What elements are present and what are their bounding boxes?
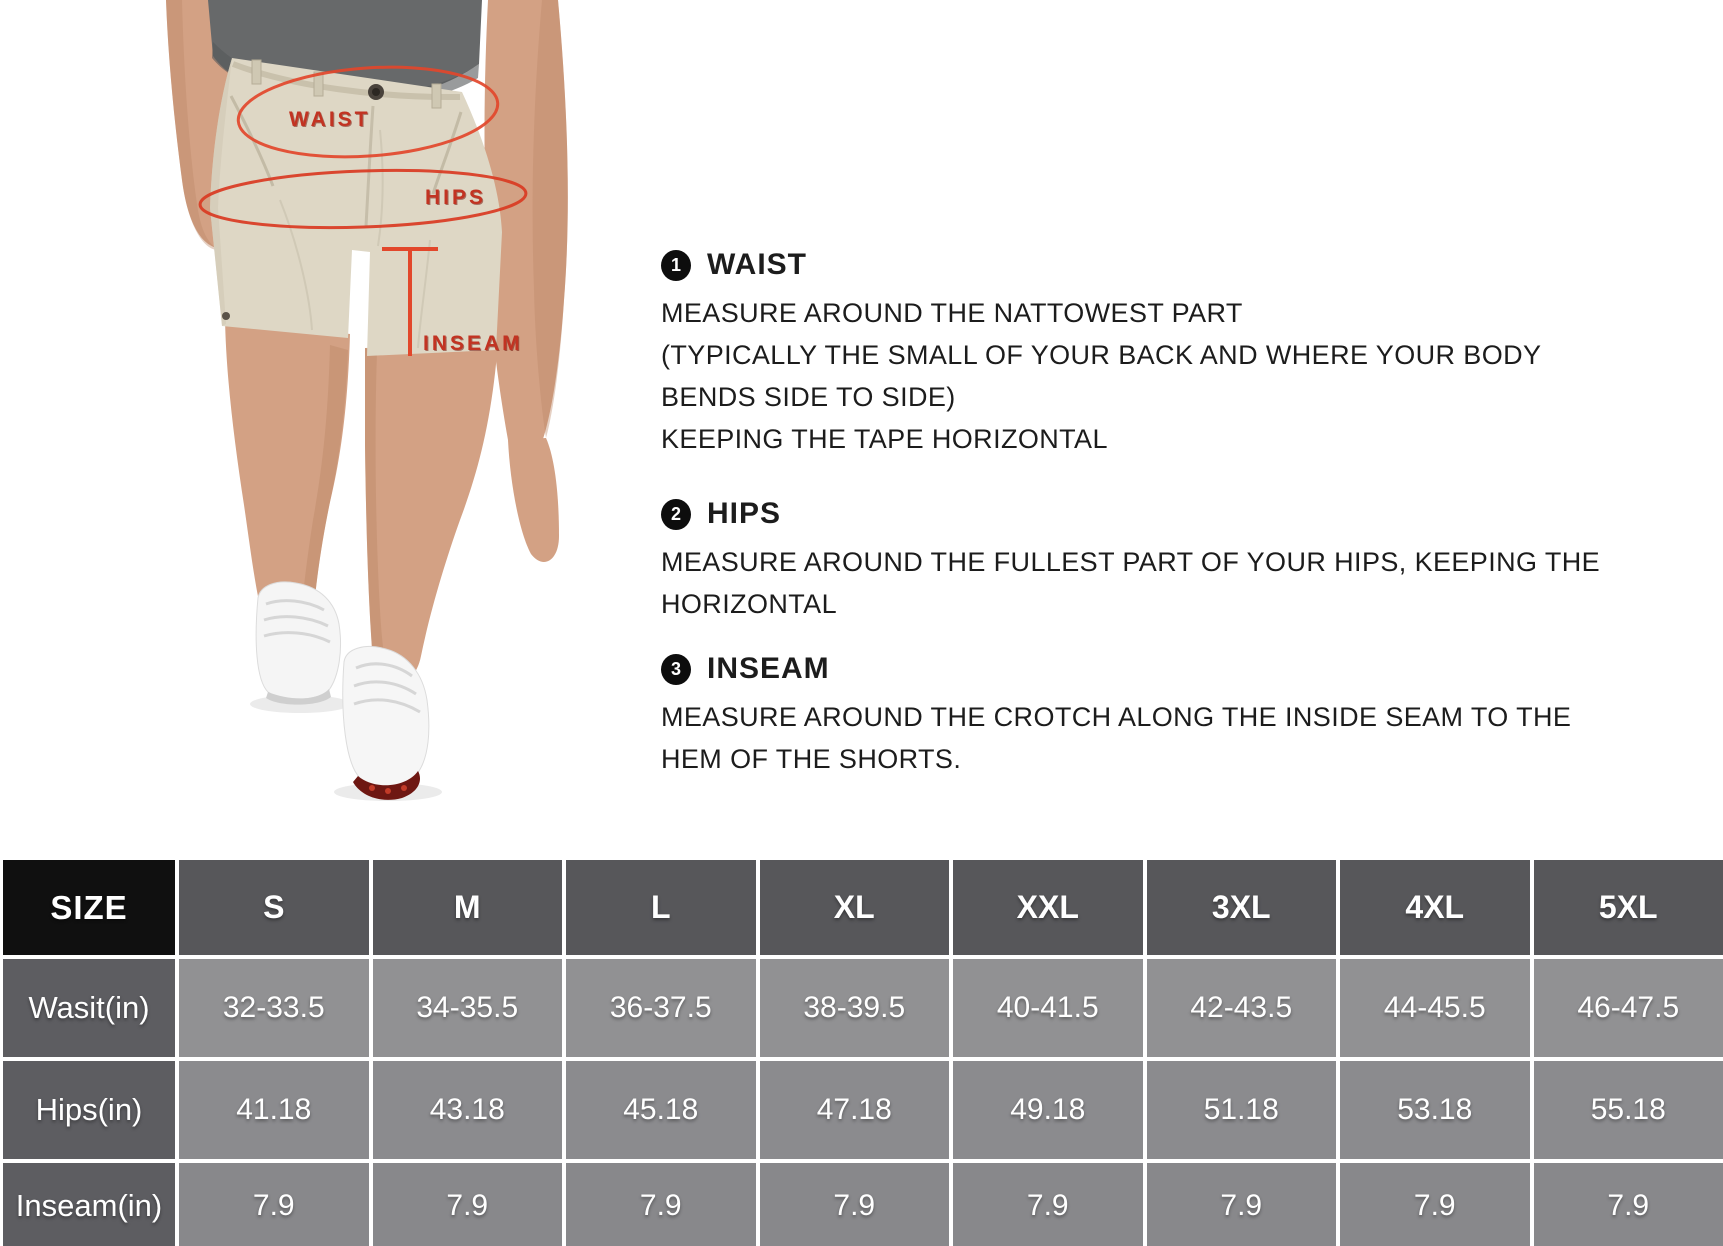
size-chart-table <box>0 857 1723 1246</box>
row-label-waist: Wasit(in) <box>3 959 175 1057</box>
model-photo <box>130 0 590 810</box>
inseam-value-m: 7.9 <box>373 1163 563 1246</box>
guide-section-inseam <box>661 652 1572 780</box>
inseam-value-xxl: 7.9 <box>953 1163 1143 1246</box>
hips-value-4xl: 53.18 <box>1340 1061 1530 1159</box>
hips-value-3xl: 51.18 <box>1147 1061 1337 1159</box>
waist-value-4xl: 44-45.5 <box>1340 959 1530 1057</box>
waist-value-5xl: 46-47.5 <box>1534 959 1723 1057</box>
guide-section-hips <box>661 497 1601 625</box>
hips-value-5xl: 55.18 <box>1534 1061 1723 1159</box>
inseam-value-l: 7.9 <box>566 1163 756 1246</box>
guide-title-row <box>661 248 1491 282</box>
size-col-header-xl: XL <box>760 860 950 955</box>
guide-text-line: MEASURE AROUND THE CROTCH ALONG THE INSIDE SEAM TO THE <box>661 702 1572 732</box>
inseam-value-5xl: 7.9 <box>1534 1163 1723 1246</box>
size-col-header-xxl: XXL <box>953 860 1143 955</box>
row-label-inseam: Inseam(in) <box>3 1163 175 1246</box>
hips-value-m: 43.18 <box>373 1061 563 1159</box>
waist-value-xl: 38-39.5 <box>760 959 950 1057</box>
hips-value-xl: 47.18 <box>760 1061 950 1159</box>
waist-value-xxl: 40-41.5 <box>953 959 1143 1057</box>
guide-title-row <box>661 652 1491 686</box>
hips-value-s: 41.18 <box>179 1061 369 1159</box>
step-2-badge: 2 <box>661 499 691 530</box>
inseam-value-xl: 7.9 <box>760 1163 950 1246</box>
size-col-header-l: L <box>566 860 756 955</box>
guide-text-line: HORIZONTAL <box>661 589 838 619</box>
waist-annotation-label: WAIST <box>289 108 371 131</box>
zip-pull <box>222 312 230 320</box>
hips-annotation-label: HIPS <box>425 186 487 209</box>
hips-value-l: 45.18 <box>566 1061 756 1159</box>
guide-text-line: BENDS SIDE TO SIDE) <box>661 382 956 412</box>
guide-text-line: MEASURE AROUND THE FULLEST PART OF YOUR HIPS, KEEPING THE <box>661 547 1601 577</box>
hips-value-xxl: 49.18 <box>953 1061 1143 1159</box>
inseam-value-4xl: 7.9 <box>1340 1163 1530 1246</box>
waist-value-m: 34-35.5 <box>373 959 563 1057</box>
size-col-header-s: S <box>179 860 369 955</box>
waist-value-3xl: 42-43.5 <box>1147 959 1337 1057</box>
size-chart-corner-header: SIZE <box>3 860 175 955</box>
row-label-hips: Hips(in) <box>3 1061 175 1159</box>
guide-section-waist <box>661 248 1542 460</box>
right-leg <box>365 342 498 685</box>
left-hand <box>508 438 559 562</box>
size-col-header-3xl: 3XL <box>1147 860 1337 955</box>
inseam-value-s: 7.9 <box>179 1163 369 1246</box>
inseam-value-3xl: 7.9 <box>1147 1163 1337 1246</box>
guide-text-line: KEEPING THE TAPE HORIZONTAL <box>661 424 1108 454</box>
size-col-header-m: M <box>373 860 563 955</box>
inseam-annotation-label: INSEAM <box>423 332 523 355</box>
size-col-header-4xl: 4XL <box>1340 860 1530 955</box>
guide-title-row <box>661 497 1491 531</box>
guide-text-line: (TYPICALLY THE SMALL OF YOUR BACK AND WHERE YOUR BODY <box>661 340 1542 370</box>
step-1-badge: 1 <box>661 250 691 281</box>
step-3-badge: 3 <box>661 654 691 685</box>
guide-title-inseam: INSEAM <box>707 652 830 685</box>
guide-title-hips: HIPS <box>707 497 782 530</box>
size-col-header-5xl: 5XL <box>1534 860 1723 955</box>
guide-text-line: HEM OF THE SHORTS. <box>661 744 962 774</box>
waist-value-l: 36-37.5 <box>566 959 756 1057</box>
waist-value-s: 32-33.5 <box>179 959 369 1057</box>
guide-text-line: MEASURE AROUND THE NATTOWEST PART <box>661 298 1243 328</box>
guide-title-waist: WAIST <box>707 248 807 281</box>
